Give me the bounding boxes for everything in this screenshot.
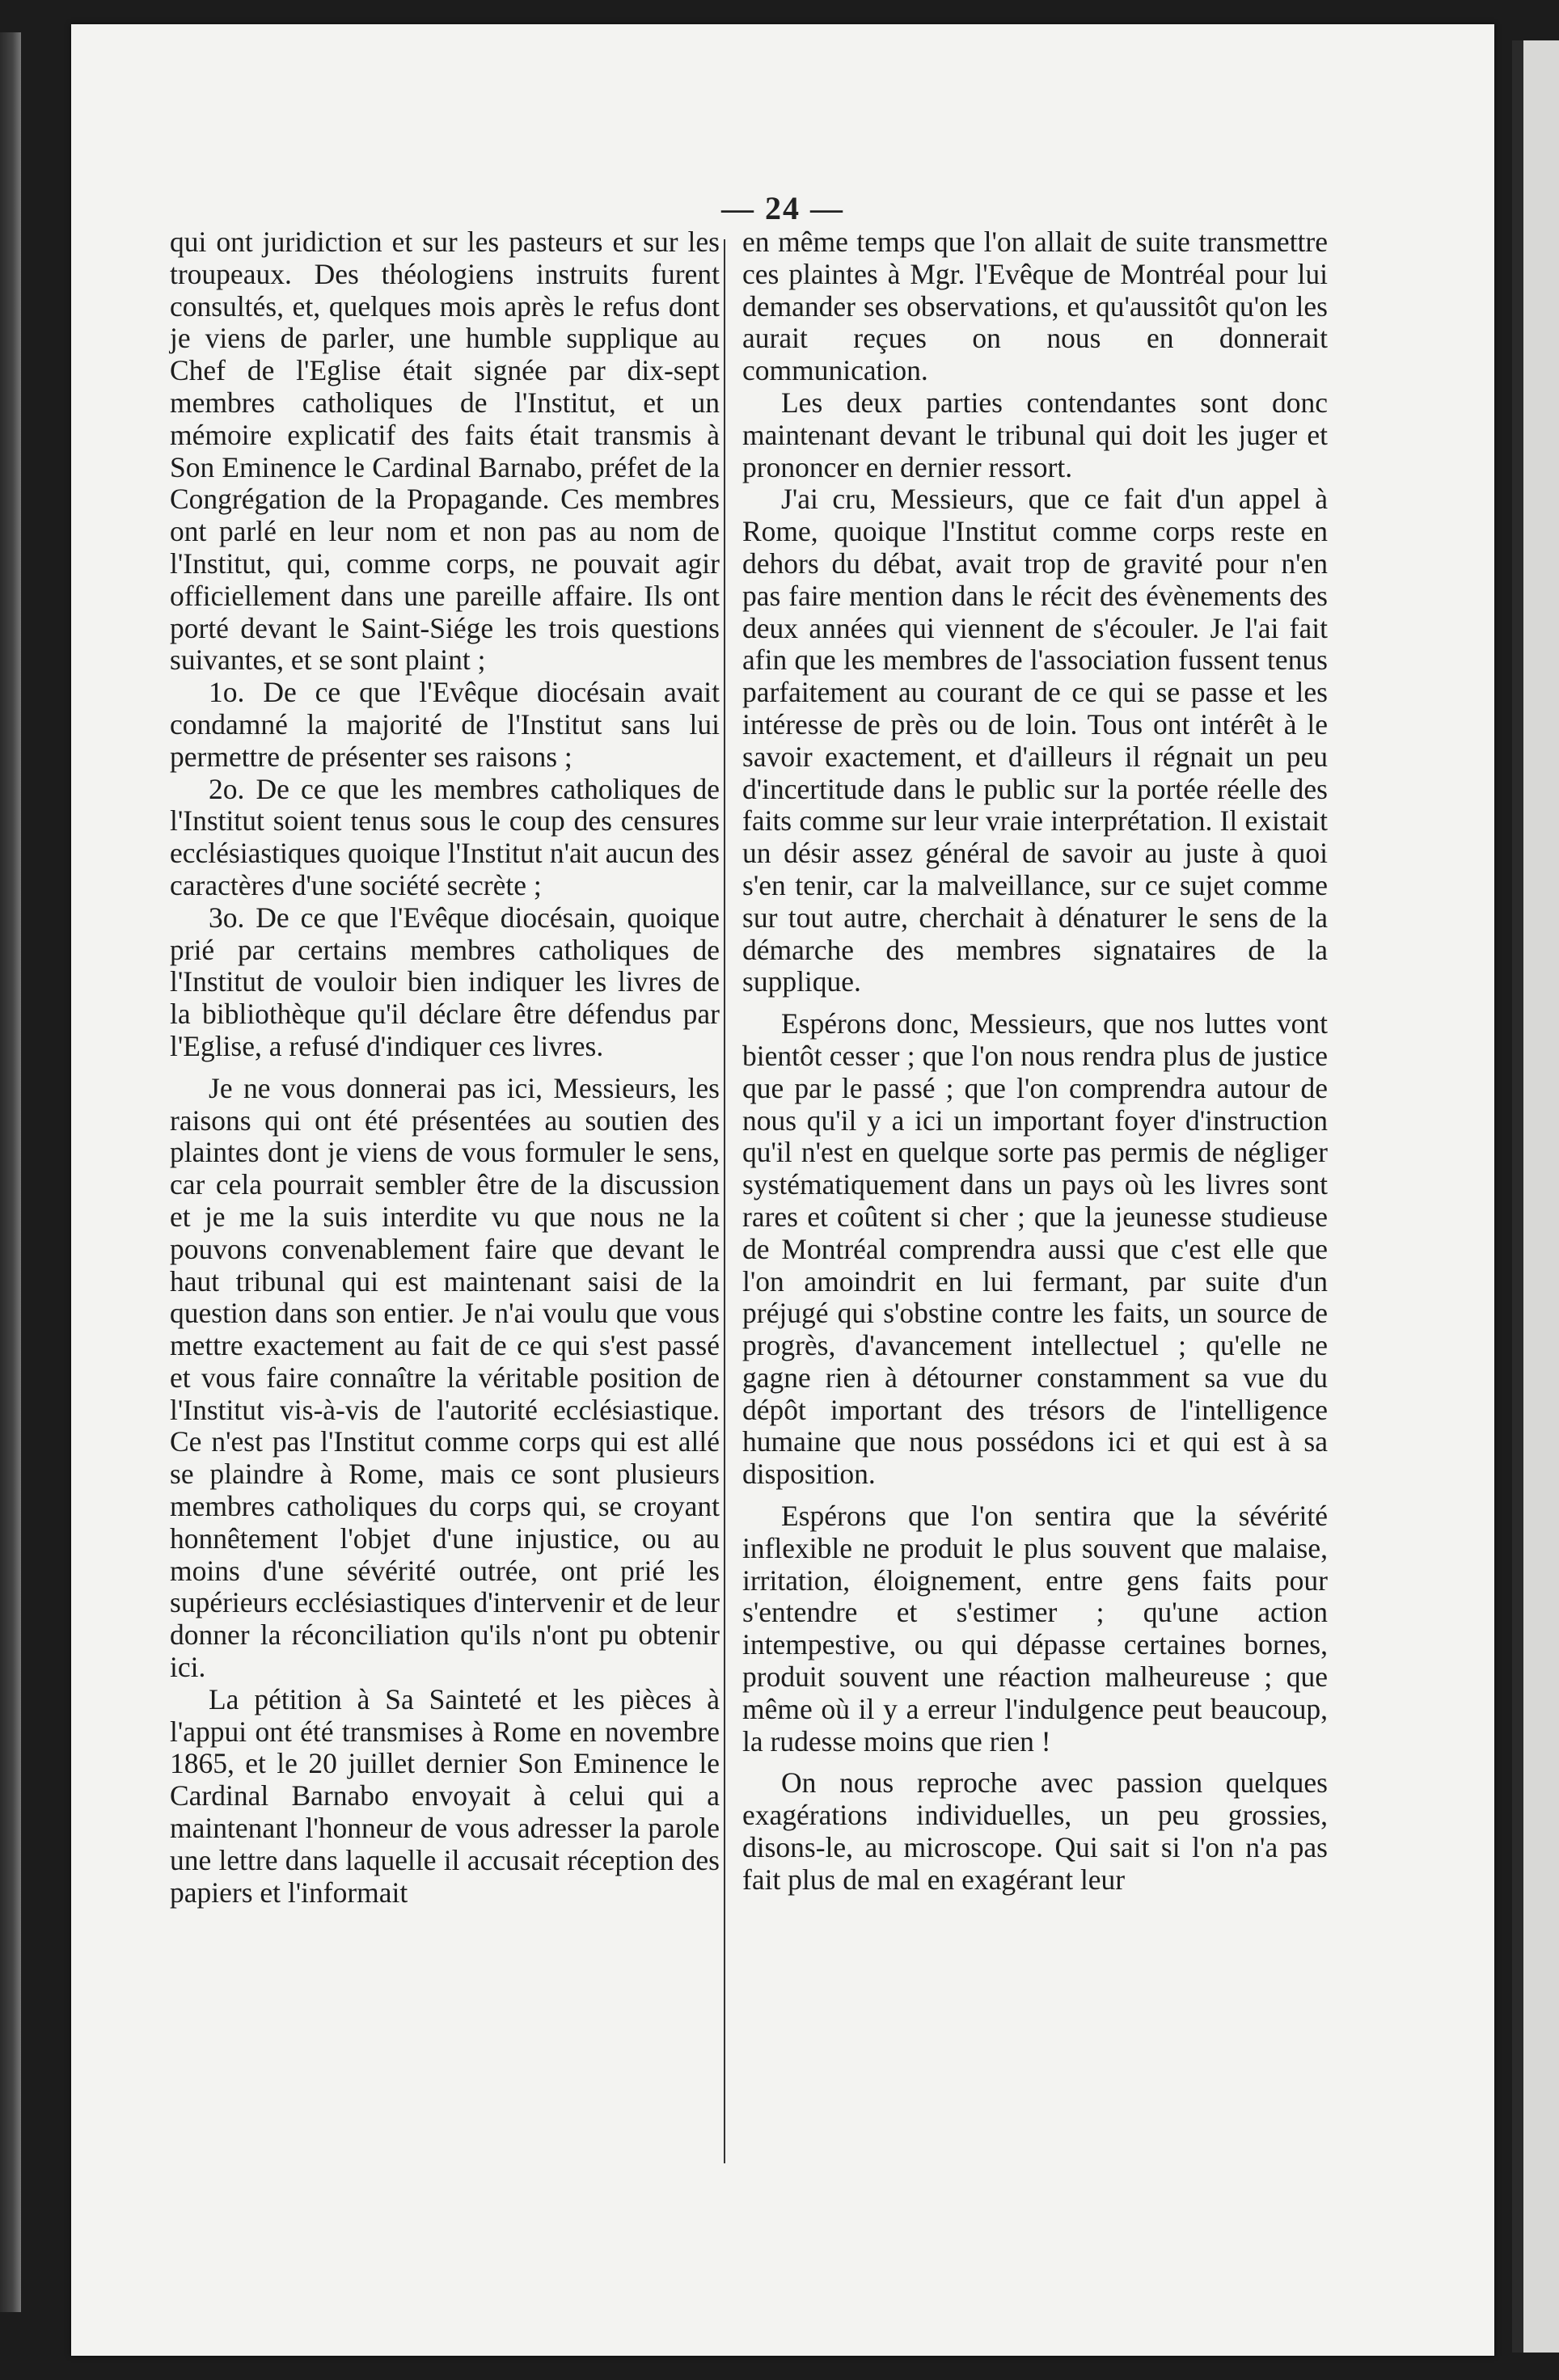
scan-left-edge [0, 32, 21, 2312]
paragraph: Espérons que l'on sentira que la sévérité inflexible ne produit le plus souvent que malaise, irritation, éloignement, entre gens faits pour s'entendre et s'estimer ; qu'une action intempestive, ou qui dépasse certaines bornes, produit souvent une réaction malheureuse ; que même où il y a erreur l'indulgence peut beaucoup, la rudesse moins que rien ! [742, 1500, 1328, 1758]
scan-right-edge [1512, 40, 1559, 2353]
paragraph: Je ne vous donnerai pas ici, Messieurs, les raisons qui ont été présentées au soutien des plaintes dont je viens de vous formuler le sens, car cela pourrait sembler être de la discussion et je me la suis interdite vu que nous ne la pouvons convenablement faire que devant le haut tribunal qui est maintenant saisi de la question dans son entier. Je n'ai voulu que vous mettre exactement au fait de ce qui s'est passé et vous faire connaître la véritable position de l'Institut vis-à-vis de l'autorité ecclésiastique. Ce n'est pas l'Institut comme corps qui est allé se plaindre à Rome, mais ce sont plusieurs membres catholiques du corps qui, se croyant honnêtement l'objet d'une injustice, ou au moins d'une sévérité outrée, ont prié les supérieurs ecclésiastiques d'intervenir et de leur donner la réconciliation qu'ils n'ont pu obtenir ici. [170, 1071, 720, 1684]
paragraph: 3o. De ce que l'Evêque diocésain, quoique prié par certains membres catholiques de l'Institut de vouloir bien indiquer les livres de la bibliothèque qu'il déclare être défendus par l'Eglise, a refusé d'indiquer ces livres. [170, 901, 720, 1062]
next-page-edge [1523, 40, 1559, 2353]
paragraph: La pétition à Sa Sainteté et les pièces à l'appui ont été transmises à Rome en novembre 1865, et le 20 juillet dernier Son Eminence le Cardinal Barnabo envoyait à celui qui a maintenant l'honneur de vous adresser la parole une lettre dans laquelle il accusait réception des papiers et l'informait [170, 1682, 720, 1909]
paragraph: J'ai cru, Messieurs, que ce fait d'un appel à Rome, quoique l'Institut comme corps reste en dehors du débat, avait trop de gravité pour n'en pas faire mention dans le récit des évènements des deux années qui viennent de s'écouler. Je l'ai fait afin que les membres de l'association fussent tenus parfaitement au courant de ce qui se passe et les intéresse de près ou de loin. Tous ont intérêt à le savoir exactement, et d'ailleurs il régnait un peu d'incertitude dans le public sur la portée réelle des faits comme sur leur vraie interprétation. Il existait un désir assez général de savoir au juste à quoi s'en tenir, car la malveillance, sur ce sujet comme sur tout autre, cherchait à dénaturer le sens de la démarche des membres signataires de la supplique. [742, 483, 1328, 998]
paragraph: Espérons donc, Messieurs, que nos luttes vont bientôt cesser ; que l'on nous rendra plus de justice que par le passé ; que l'on comprendra autour de nous qu'il y a ici un important foyer d'instruction qu'il n'est en quelque sorte pas permis de négliger systématiquement dans un pays où les livres sont rares et coûtent si cher ; que la jeunesse studieuse de Montréal comprendra aussi que c'est elle que l'on amoindrit en lui fermant, par suite d'un préjugé qui s'obstine contre les faits, un source de progrès, d'avancement intellectuel ; qu'elle ne gagne rien à détourner constamment sa vue du dépôt important des trésors de l'intelligence humaine que nous possédons ici et qui est à sa disposition. [742, 1007, 1328, 1491]
paragraph: Les deux parties contendantes sont donc maintenant devant le tribunal qui doit les juger et prononcer en dernier ressort. [742, 386, 1328, 483]
paragraph: qui ont juridiction et sur les pasteurs et sur les troupeaux. Des théologiens instruits furent consultés, et, quelques mois après le refus dont je viens de parler, une humble supplique au Chef de l'Eglise était signée par dix-sept membres catholiques de l'Institut, et un mémoire explicatif des faits était transmis à Son Eminence le Cardinal Barnabo, préfet de la Congrégation de la Propagande. Ces membres ont parlé en leur nom et non pas au nom de l'Institut, qui, comme corps, ne pouvait agir officiellement dans une pareille affaire. Ils ont porté devant le Saint-Siége les trois questions suivantes, et se sont plaint ; [170, 226, 720, 677]
paragraph: 2o. De ce que les membres catholiques de l'Institut soient tenus sous le coup des censures ecclésiastiques quoique l'Institut n'ait aucun des caractères d'une société secrète ; [170, 772, 720, 901]
right-column [742, 226, 1328, 1897]
page-number: — 24 — [721, 190, 844, 226]
paragraph: 1o. De ce que l'Evêque diocésain avait condamné la majorité de l'Institut sans lui permettre de présenter ses raisons ; [170, 676, 720, 773]
column-divider [724, 239, 725, 2163]
paragraph: en même temps que l'on allait de suite transmettre ces plaintes à Mgr. l'Evêque de Montréal pour lui demander ses observations, et qu'aussitôt qu'on les aurait reçues on nous en donnerait communication. [742, 226, 1328, 387]
left-column [170, 226, 720, 1909]
paragraph: On nous reproche avec passion quelques exagérations individuelles, un peu grossies, disons-le, au microscope. Qui sait si l'on n'a pas fait plus de mal en exagérant leur [742, 1766, 1328, 1896]
